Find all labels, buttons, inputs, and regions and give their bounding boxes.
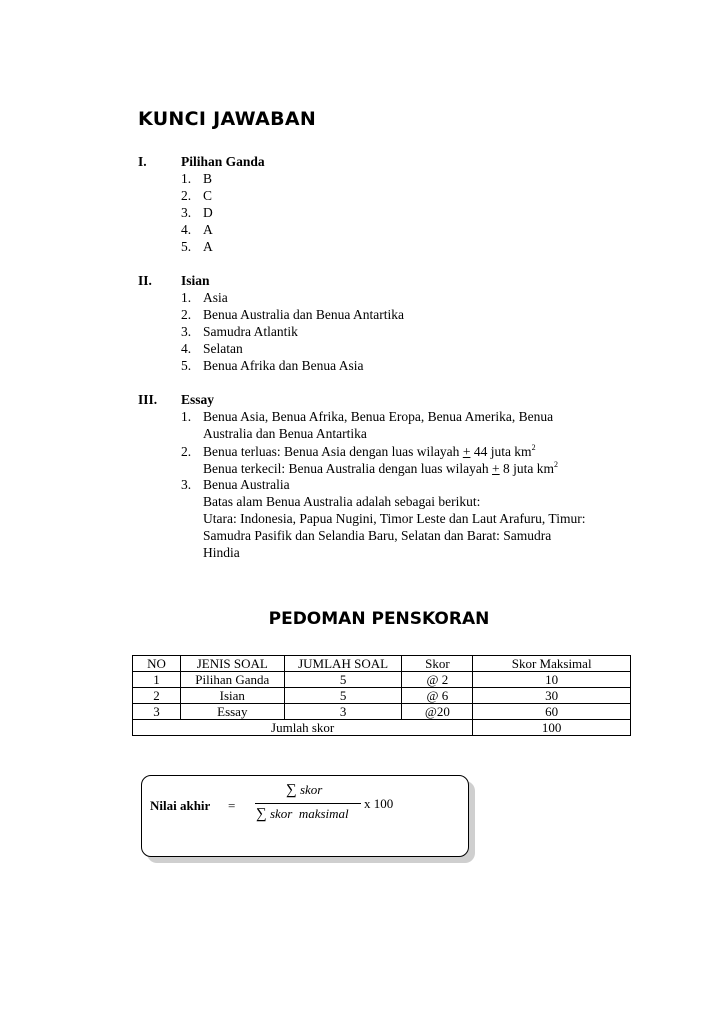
- list-item-continuation: Hindia: [203, 545, 240, 560]
- header-cell: JUMLAH SOAL: [284, 656, 402, 672]
- table-cell: @ 6: [402, 688, 473, 704]
- table-row: [133, 672, 631, 688]
- table-cell: 60: [473, 704, 631, 720]
- table-cell: Pilihan Ganda: [180, 672, 284, 688]
- list-item: 3. Benua Australia: [181, 477, 290, 492]
- formula-multiplier: x 100: [364, 796, 394, 811]
- table-row: [133, 704, 631, 720]
- table-cell: 10: [473, 672, 631, 688]
- table-cell: Essay: [180, 704, 284, 720]
- table-total-row: [133, 720, 631, 736]
- list-item: 5. Benua Afrika dan Benua Asia: [181, 358, 364, 373]
- header-cell: JENIS SOAL: [180, 656, 284, 672]
- list-item: 4. A: [181, 222, 213, 237]
- formula-numerator: ∑ skor: [286, 782, 323, 798]
- header-cell: Skor: [402, 656, 473, 672]
- list-item: 5. A: [181, 239, 213, 254]
- list-item: 4. Selatan: [181, 341, 243, 356]
- section-number: III.: [138, 392, 158, 407]
- list-item: 1. B: [181, 171, 213, 186]
- sigma-icon: ∑: [286, 782, 297, 798]
- table-cell: Isian: [180, 688, 284, 704]
- section-number: II.: [138, 273, 152, 288]
- table-cell: 3: [133, 704, 181, 720]
- list-item-continuation: Samudra Pasifik dan Selandia Baru, Selatan dan Barat: Samudra: [203, 528, 552, 543]
- table-cell: 5: [284, 688, 402, 704]
- table-cell: 3: [284, 704, 402, 720]
- total-value: 100: [473, 720, 631, 736]
- list-item: 3. D: [181, 205, 213, 220]
- formula-denominator: ∑ skor maksimal: [256, 806, 349, 822]
- list-item: 3. Samudra Atlantik: [181, 324, 298, 339]
- sigma-icon: ∑: [256, 806, 267, 822]
- table-cell: 2: [133, 688, 181, 704]
- list-item-continuation: Utara: Indonesia, Papua Nugini, Timor Leste dan Laut Arafuru, Timur:: [203, 511, 586, 526]
- header-cell: Skor Maksimal: [473, 656, 631, 672]
- section-heading: Isian: [181, 273, 210, 288]
- section-heading: Pilihan Ganda: [181, 154, 265, 169]
- list-item: 1. Asia: [181, 290, 228, 305]
- formula-equals: =: [228, 798, 236, 813]
- table-row: [133, 688, 631, 704]
- table-cell: 5: [284, 672, 402, 688]
- formula-label: Nilai akhir: [150, 798, 211, 813]
- table-cell: @20: [402, 704, 473, 720]
- page-title: KUNCI JAWABAN: [138, 108, 317, 130]
- list-item: 2. C: [181, 188, 213, 203]
- table-cell: 1: [133, 672, 181, 688]
- fraction-bar: [255, 803, 361, 804]
- section-number: I.: [138, 154, 147, 169]
- scoring-title: PEDOMAN PENSKORAN: [268, 609, 490, 629]
- list-item-continuation: Australia dan Benua Antartika: [203, 426, 367, 441]
- table-cell: 30: [473, 688, 631, 704]
- list-item: 2. Benua Australia dan Benua Antartika: [181, 307, 404, 322]
- list-item: 1. Benua Asia, Benua Afrika, Benua Eropa, Benua Amerika, Benua: [181, 409, 554, 424]
- table-cell: @ 2: [402, 672, 473, 688]
- list-item: 2. Benua terluas: Benua Asia dengan luas wilayah + 44 juta $km^2$: [181, 443, 536, 459]
- total-label: Jumlah skor: [133, 720, 473, 736]
- table-header-row: [133, 656, 631, 672]
- scoring-table: [132, 655, 631, 736]
- header-cell: NO: [133, 656, 181, 672]
- list-item-continuation: Benua terkecil: Benua Australia dengan luas wilayah + 8 juta $km^2$: [203, 460, 559, 476]
- section-heading: Essay: [181, 392, 215, 407]
- list-item-continuation: Batas alam Benua Australia adalah sebagai berikut:: [203, 494, 481, 509]
